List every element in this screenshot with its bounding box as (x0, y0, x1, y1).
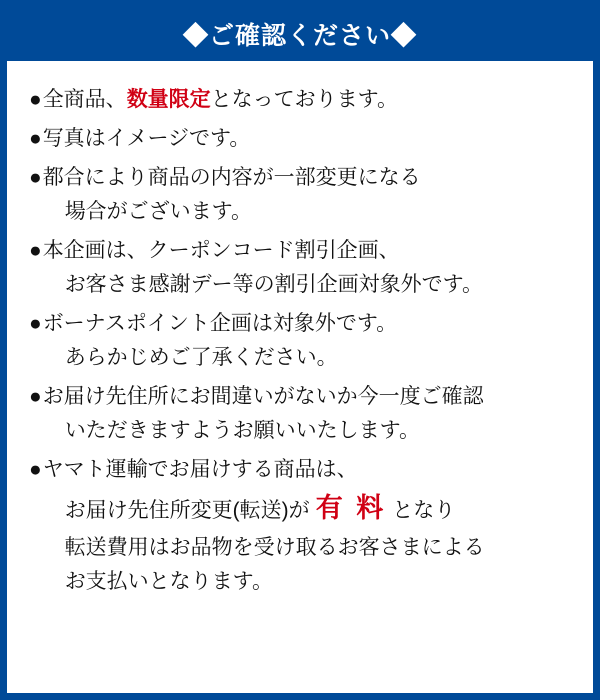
notice-list (7, 61, 593, 599)
text-segment: 都合により商品の内容が一部変更になる (42, 166, 421, 190)
emphasis-segment: 有 料 (315, 493, 387, 524)
text-segment: ヤマト運輸でお届けする商品は、 (42, 458, 358, 482)
text-line (43, 414, 575, 448)
text-line (43, 307, 575, 341)
list-item-text (43, 234, 575, 302)
text-line (43, 341, 575, 375)
bullet-icon: ● (29, 458, 42, 482)
list-item-text (43, 453, 575, 599)
list-item-text (43, 307, 575, 375)
text-segment: 転送費用はお品物を受け取るお客さまによる (64, 535, 485, 559)
list-item-text (43, 83, 575, 117)
text-segment: あらかじめご了承ください。 (64, 346, 338, 370)
text-segment: 場合がございます。 (64, 200, 253, 224)
text-line (43, 453, 575, 487)
text-segment: 本企画は、クーポンコード割引企画、 (42, 239, 400, 263)
list-item-text (43, 161, 575, 229)
text-line (43, 380, 575, 414)
list-item (29, 83, 575, 117)
text-line (43, 122, 575, 156)
text-segment: お届け先住所にお間違いがないか今一度ご確認 (42, 385, 484, 409)
text-segment: 全商品、 (42, 88, 127, 111)
list-item-text (43, 380, 575, 448)
emphasis-segment: 数量限定 (126, 88, 211, 111)
text-line (43, 268, 575, 302)
list-item (29, 122, 575, 156)
text-line (43, 195, 575, 229)
list-item (29, 307, 575, 375)
text-segment: お届け先住所変更(転送)が (64, 499, 310, 523)
text-line (43, 531, 575, 565)
bullet-icon: ● (29, 239, 42, 263)
text-segment: いただきますようお願いいたします。 (64, 419, 421, 443)
text-segment: ボーナスポイント企画は対象外です。 (42, 312, 398, 336)
list-item (29, 380, 575, 448)
bullet-icon: ● (29, 385, 42, 409)
text-line (43, 83, 575, 117)
list-item-text (43, 122, 575, 156)
list-item (29, 234, 575, 302)
text-line (43, 487, 575, 531)
list-item (29, 453, 575, 599)
text-segment: お客さま感謝デー等の割引企画対象外です。 (64, 273, 484, 297)
bullet-icon: ● (29, 127, 42, 151)
text-segment: お支払いとなります。 (64, 569, 274, 593)
text-line (43, 565, 575, 599)
text-line (43, 234, 575, 268)
list-item (29, 161, 575, 229)
page-title: ◆ご確認ください◆ (182, 22, 417, 50)
bullet-icon: ● (29, 312, 42, 336)
text-segment: となっております。 (210, 88, 399, 111)
text-segment: となり (392, 499, 456, 523)
bullet-icon: ● (29, 166, 42, 190)
bullet-icon: ● (29, 88, 42, 111)
notice-header (7, 7, 593, 61)
text-segment: 写真はイメージです。 (42, 127, 251, 151)
text-line (43, 161, 575, 195)
